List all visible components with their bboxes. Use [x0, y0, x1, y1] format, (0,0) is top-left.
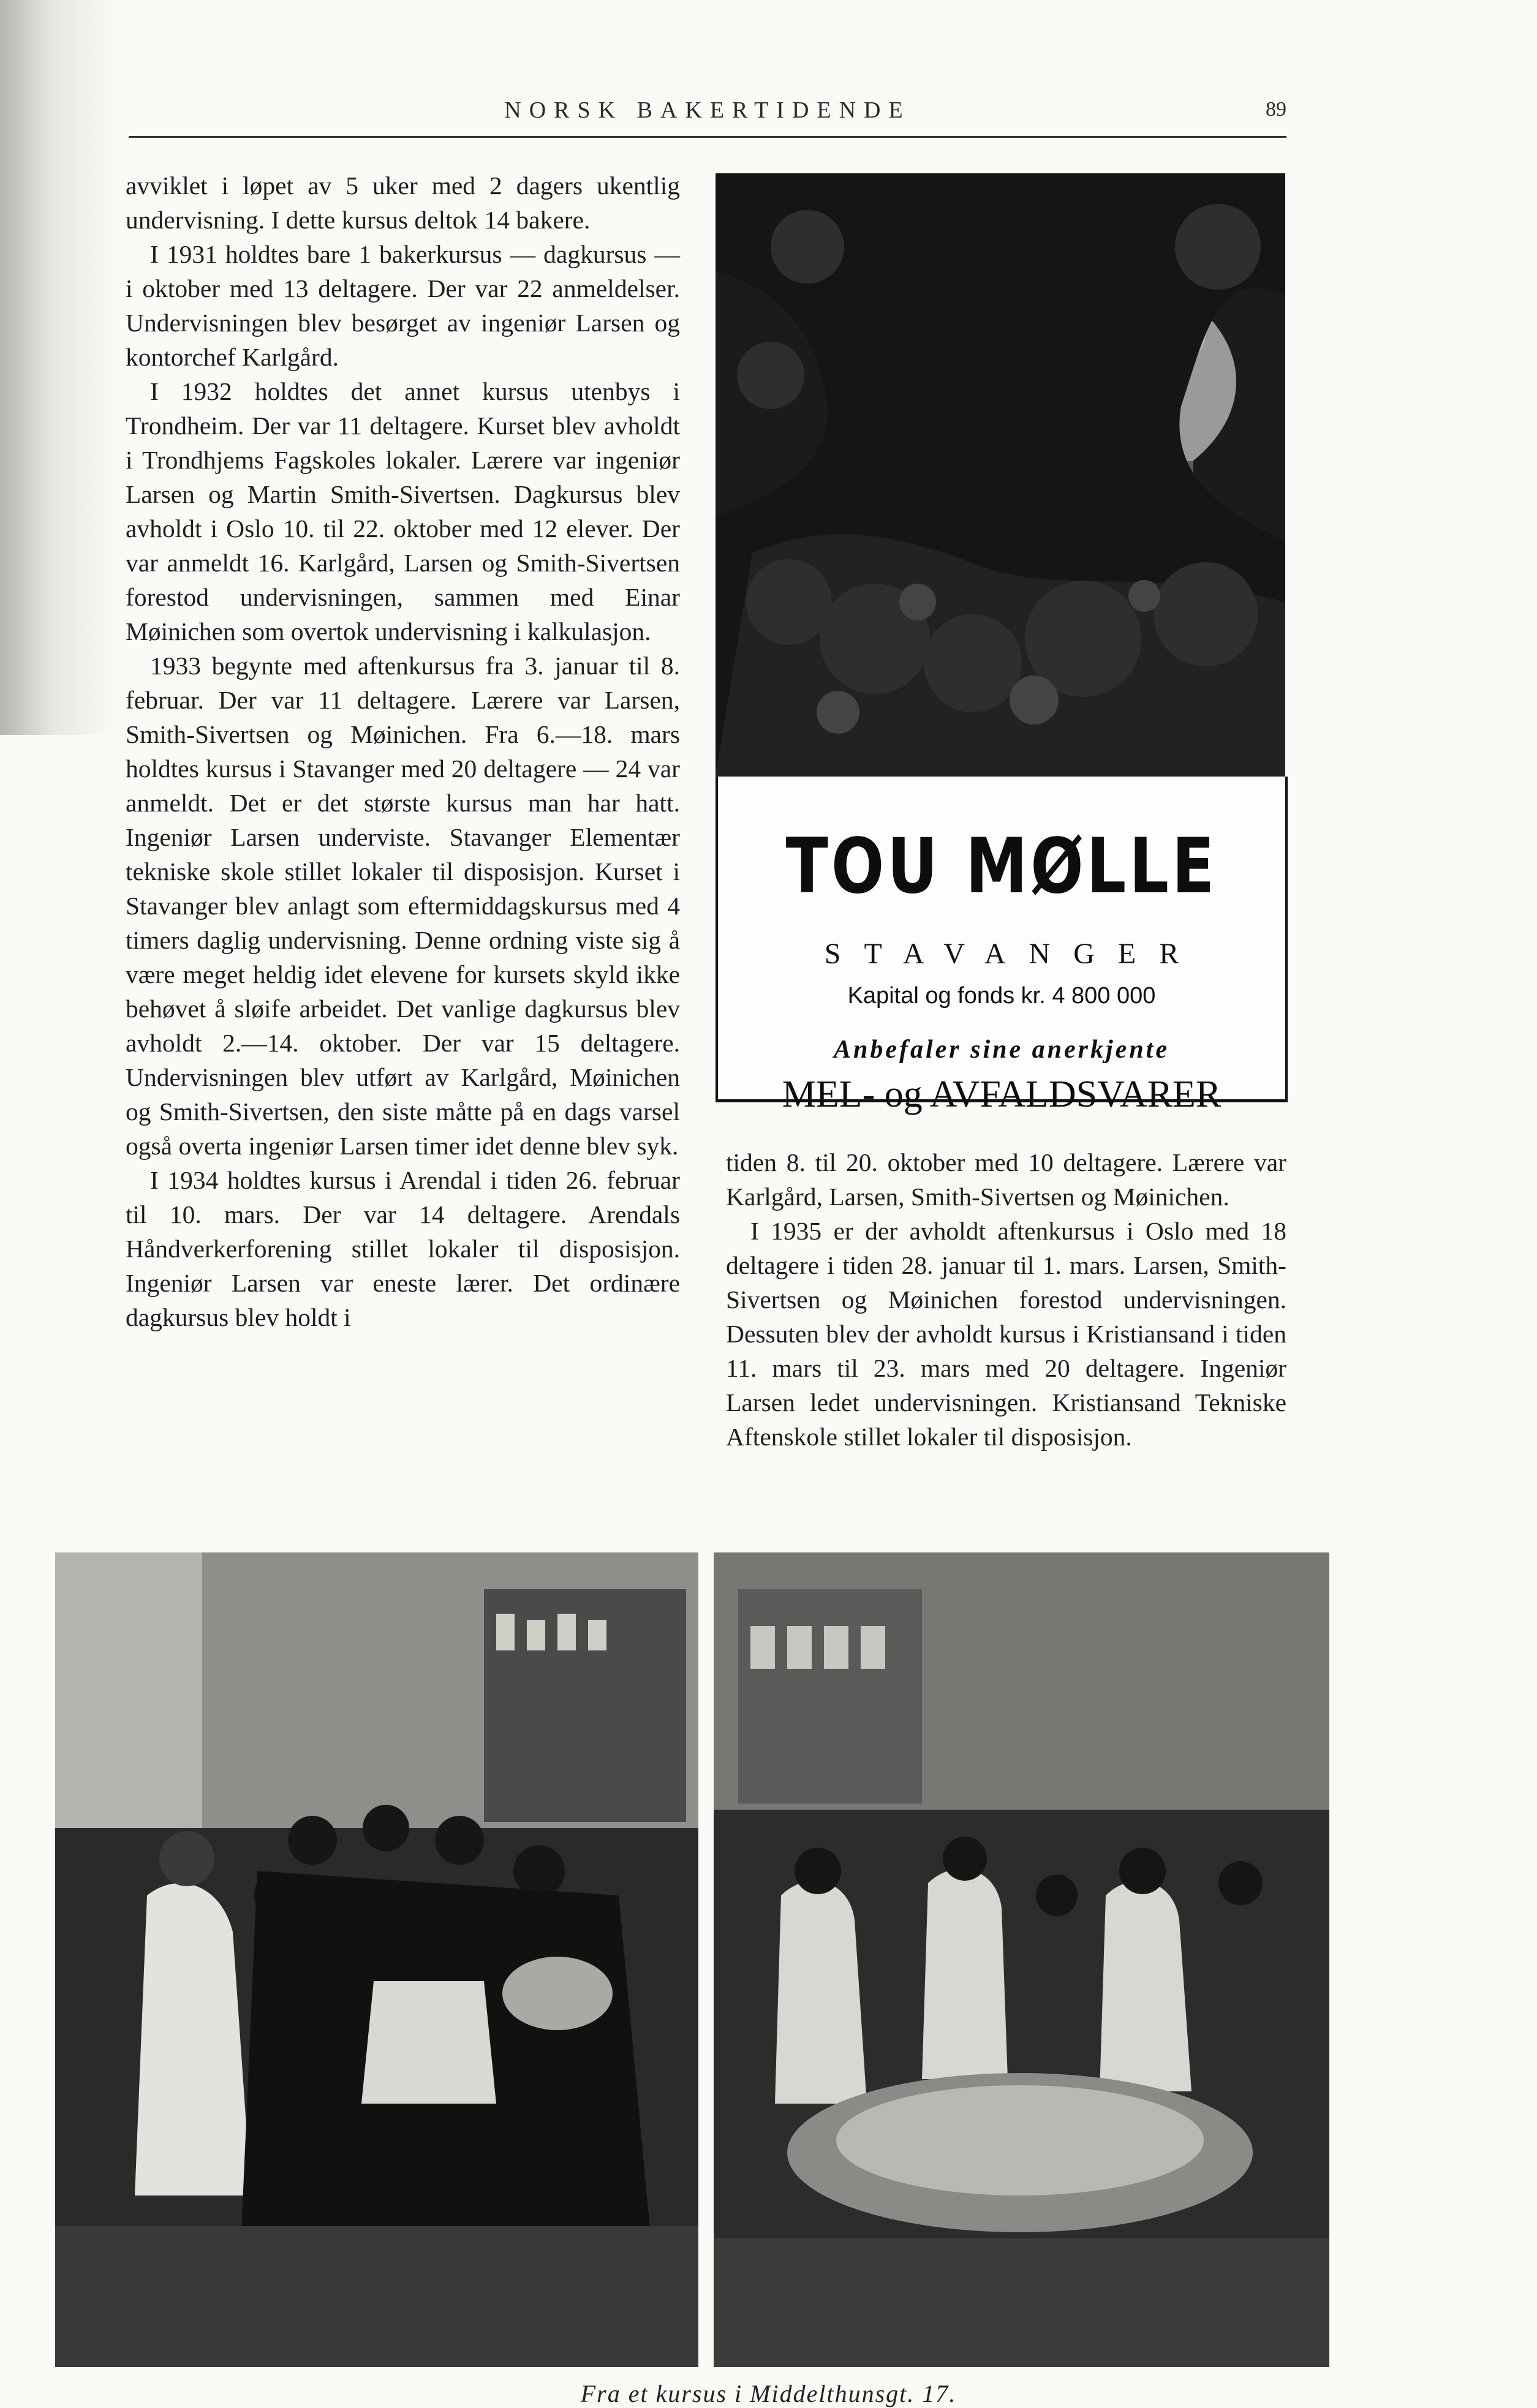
paragraph: I 1931 holdtes bare 1 bakerkursus — dagkursus — i oktober med 13 deltagere. Der var 22 anmeldelser. Undervisningen blev besørget av ingeniør Larsen og kontorchef Karlgård. [126, 240, 680, 371]
figure-caption: Fra et kursus i Middelthunsgt. 17. [580, 2380, 957, 2407]
ad-brand-name: TOU MØLLE [785, 822, 1218, 911]
paragraph: I 1934 holdtes kursus i Arendal i tiden 26. februar til 10. mars. Der var 14 deltagere. Arendals Håndverkerforening stillet lokaler til disposisjon. Ingeniør Larsen var eneste lærer. Det ordinære dagkursus blev holdt i [126, 1166, 680, 1331]
classroom-photo-right [714, 1552, 1329, 2367]
tou-molle-advertisement [716, 173, 1285, 1115]
classroom-photo-right-image [714, 1552, 1329, 2367]
right-text-column [726, 1145, 1286, 1454]
page-header [129, 92, 1286, 135]
paragraph: I 1932 holdtes det annet kursus utenbys i Trondheim. Der var 11 deltagere. Kurset blev avholdt i Trondhjems Fagskoles lokaler. Lærere var ingeniør Larsen og Martin Smith-Sivertsen. Dagkursus blev avholdt i Oslo 10. til 22. oktober med 12 elever. Der var anmeldt 16. Karlgård, Larsen og Smith-Sivertsen forestod undervisningen, sammen med Einar Møinichen som overtok undervisning i kalkulasjon. [126, 377, 680, 645]
header-rule [129, 136, 1286, 138]
ad-products: MEL- og AVFALDSVARER [782, 1074, 1222, 1115]
paragraph: avviklet i løpet av 5 uker med 2 dagers ukentlig undervisning. I dette kursus deltok 14 bakere. [126, 171, 680, 234]
ad-tagline: Anbefaler sine anerkjente [834, 1036, 1169, 1064]
harbor-photo-image [716, 173, 1285, 777]
classroom-photo-left-image [55, 1552, 698, 2367]
paragraph: I 1935 er der avholdt aftenkursus i Oslo med 18 deltagere i tiden 28. januar til 1. mars. Larsen, Smith-Sivertsen og Møinichen forestod undervisningen. Dessuten blev der avholdt kursus i Kristiansand i tiden 11. mars til 23. mars med 20 deltagere. Ingeniør Larsen ledet undervisningen. Kristiansand Tekniske Aftenskole stillet lokaler til disposisjon. [726, 1217, 1286, 1451]
harbor-photo [716, 173, 1285, 777]
ad-capital: Kapital og fonds kr. 4 800 000 [847, 983, 1156, 1009]
left-text-column [126, 168, 680, 1334]
page-number: 89 [1266, 98, 1286, 121]
classroom-photo-left [55, 1552, 698, 2367]
paragraph: tiden 8. til 20. oktober med 10 deltagere. Lærere var Karlgård, Larsen, Smith-Sivertsen og Møinichen. [726, 1148, 1286, 1211]
journal-title: NORSK BAKERTIDENDE [504, 97, 911, 123]
ad-city: STAVANGER [824, 938, 1203, 970]
paragraph: 1933 begynte med aftenkursus fra 3. januar til 8. februar. Der var 11 deltagere. Lærere var Larsen, Smith-Sivertsen og Møinichen. Fra 6.—18. mars holdtes kursus i Stavanger med 20 deltagere — 24 var anmeldt. Det er det største kursus man har hatt. Ingeniør Larsen underviste. Stavanger Elementær tekniske skole stillet lokaler til disposisjon. Kurset i Stavanger blev anlagt som eftermiddagskursus med 4 timers daglig undervisning. Denne ordning viste sig å være meget heldig idet elevene for kursets skyld ikke behøvet å sløife arbeidet. Det vanlige dagkursus blev avholdt 2.—14. oktober. Der var 15 deltagere. Undervisningen blev utført av Karlgård, Møinichen og Smith-Sivertsen, den siste måtte på en dags varsel også overta ingeniør Larsen timer idet denne blev syk. [126, 652, 680, 1160]
scan-edge-shadow [0, 0, 116, 735]
advertisement-text-box [716, 777, 1288, 1115]
